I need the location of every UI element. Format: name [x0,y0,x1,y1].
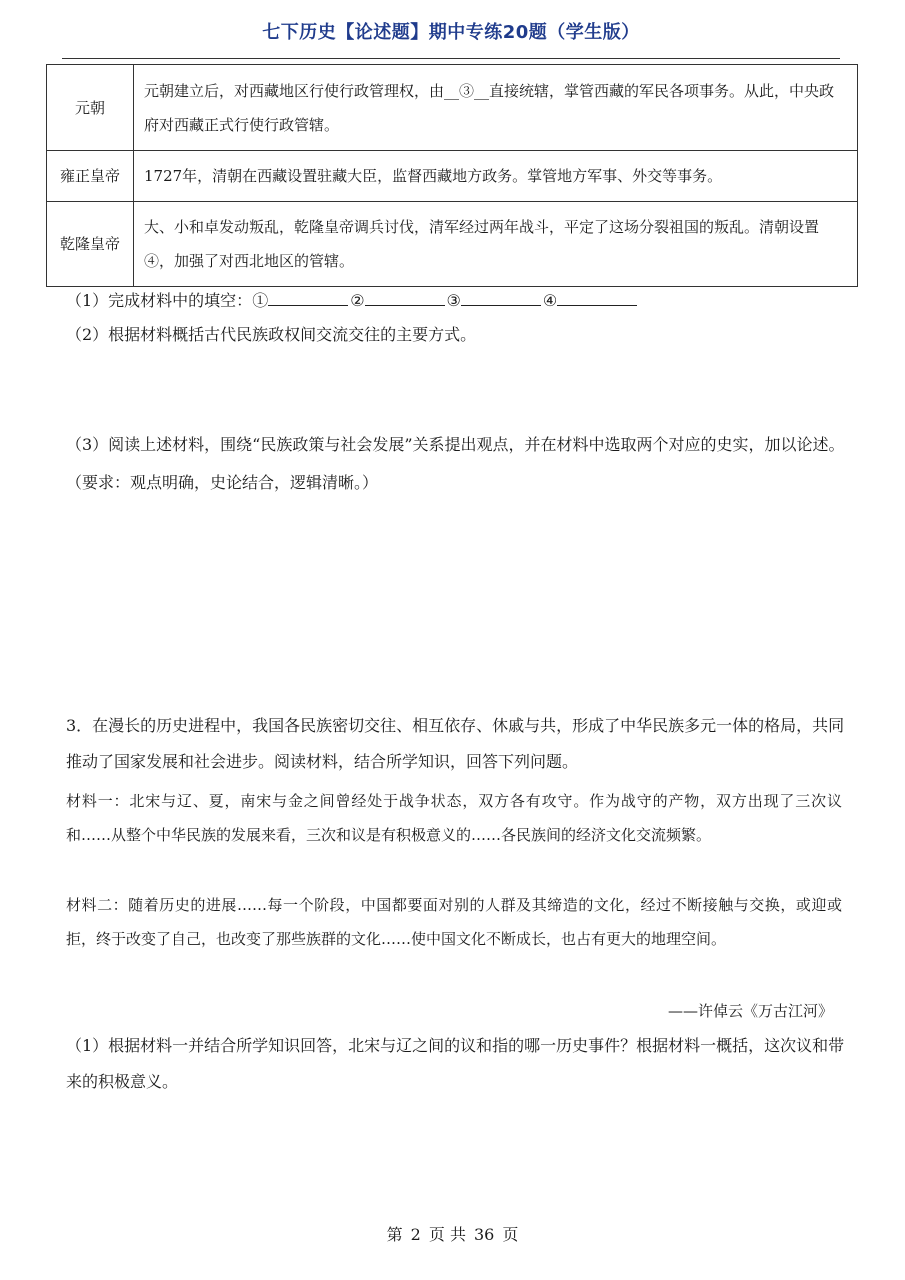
q3-material-2: 材料二：随着历史的进展……每一个阶段，中国都要面对别的人群及其缔造的文化，经过不断接触与交换，或迎或拒，终于改变了自己，也改变了那些族群的文化……使中国文化不断成长，也占有更大的地理空间。 [66,896,842,948]
table-row [47,151,858,202]
table-row-label: 雍正皇帝 [47,151,134,202]
footer-mid: 页 共 [428,1225,466,1244]
q2-part2-question: （2）根据材料概括古代民族政权间交流交往的主要方式。 [66,325,477,344]
footer-total-pages: 36 [473,1225,495,1244]
history-material-table [46,64,858,287]
table-row-text: 元朝建立后，对西藏地区行使行政管理权，由__③__直接统辖，掌管西藏的军民各项事务。从此，中央政府对西藏正式行使行政管辖。 [134,65,858,151]
blank-mark: ② [350,291,365,310]
answer-blank[interactable] [461,287,541,306]
table-row-label: 元朝 [47,65,134,151]
blank-mark: ① [252,291,269,310]
q2-part1-fill-blanks [66,284,846,318]
footer-page-number: 2 [410,1225,421,1244]
q3-intro: 3．在漫长的历史进程中，我国各民族密切交往、相互依存、休戚与共，形成了中华民族多元一体的格局，共同推动了国家发展和社会进步。阅读材料，结合所学知识，回答下列问题。 [66,716,845,771]
answer-blank[interactable] [268,287,348,306]
footer-prefix: 第 [386,1225,403,1244]
blank-mark: ③ [446,291,461,310]
table-row-text: 1727年，清朝在西藏设置驻藏大臣，监督西藏地方政务。掌管地方军事、外交等事务。 [134,151,858,202]
answer-blank[interactable] [365,287,445,306]
blank-mark: ④ [542,291,558,310]
material-source-citation: ——许倬云《万古江河》 [667,1002,833,1020]
q3-material-1: 材料一：北宋与辽、夏，南宋与金之间曾经处于战争状态，双方各有攻守。作为战守的产物，双方出现了三次议和……从整个中华民族的发展来看，三次和议是有积极意义的……各民族间的经济文化交流频繁。 [66,792,842,844]
q2-part3-question: （3）阅读上述材料，围绕“民族政策与社会发展”关系提出观点，并在材料中选取两个对应的史实，加以论述。（要求：观点明确，史论结合，逻辑清晰。） [66,435,845,492]
answer-blank[interactable] [557,287,637,306]
page-header-title: 七下历史【论述题】期中专练20题（学生版） [262,22,640,43]
q3-part1-question: （1）根据材料一并结合所学知识回答，北宋与辽之间的议和指的哪一历史事件？根据材料一概括，这次议和带来的积极意义。 [66,1036,845,1091]
table-row-text: 大、小和卓发动叛乱，乾隆皇帝调兵讨伐，清军经过两年战斗，平定了这场分裂祖国的叛乱。清朝设置④，加强了对西北地区的管辖。 [134,202,858,287]
table-row [47,202,858,287]
footer-suffix: 页 [502,1225,519,1244]
table-row [47,65,858,151]
q2-part1-prompt: （1）完成材料中的填空： [66,291,253,310]
page-footer [0,1222,905,1245]
table-row-label: 乾隆皇帝 [47,202,134,287]
header-divider [62,58,840,59]
